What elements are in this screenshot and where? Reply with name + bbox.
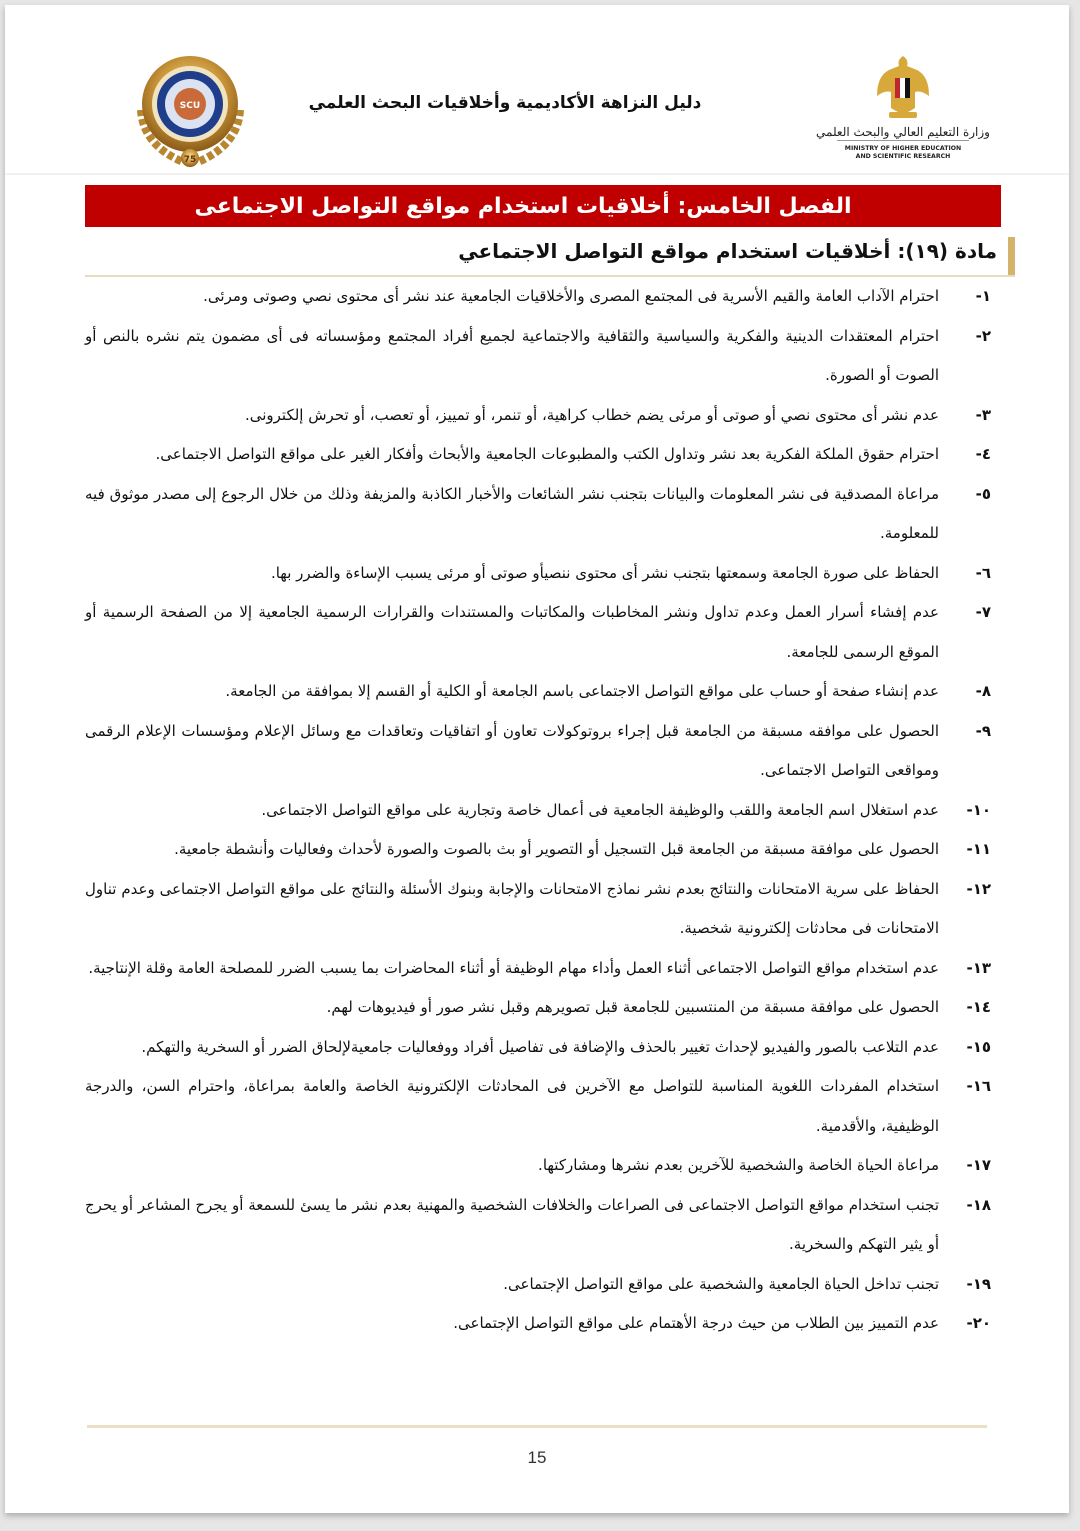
list-item-text: عدم التلاعب بالصور والفيديو لإحداث تغيير بالحذف والإضافة فى تفاصيل أفراد ووفعاليات جامعيةلإلحاق الضرر أو السخرية والتهكم.	[141, 1037, 939, 1056]
list-item-text: الحفاظ على صورة الجامعة وسمعتها بتجنب نشر أى محتوى ننصيأو صوتى أو مرئى يسبب الإساءة والضرر بها.	[270, 563, 939, 582]
ministry-english-name-line1: MINISTRY OF HIGHER EDUCATION	[844, 145, 962, 152]
list-item	[85, 712, 991, 791]
list-item-number: ٨-	[975, 682, 991, 700]
list-item	[85, 870, 991, 949]
list-item-number: ١٥-	[966, 1037, 991, 1056]
list-item	[85, 1186, 991, 1265]
document-title: دليل النزاهة الأكاديمية وأخلاقيات البحث العلمي	[308, 93, 702, 113]
list-item-text: احترام حقوق الملكة الفكرية بعد نشر وتداول الكتب والمطبوعات الجامعية والأبحاث وأفكار الغير على مواقع التواصل الاجتماعى.	[155, 445, 939, 463]
list-item-text: عدم نشر أى محتوى نصي أو صوتى أو مرئى يضم خطاب كراهية، أو تنمر، أو تمييز، أو تعصب، أو تحرش إلكترونى.	[244, 405, 939, 424]
list-item-number: ٦-	[975, 563, 991, 582]
list-item-text: الحفاظ على سرية الامتحانات والنتائج بعدم نشر نماذج الامتحانات والإجابة وبنوك الأسئلة والنتائج على مواقع التواصل الاجتماعى وعدم تناول الامتحانات فى محادثات إلكترونية شخصية.	[85, 879, 939, 937]
list-item-number: ٢٠-	[966, 1314, 991, 1332]
list-item-text: عدم استخدام مواقع التواصل الاجتماعى أثناء العمل وأداء مهام الوظيفة أو أثناء المحاضرات بما يسبب الضرر للمصلحة العامة وقلة الإنتاجية.	[88, 958, 939, 977]
list-item	[85, 988, 991, 1028]
list-item	[85, 317, 991, 396]
egypt-eagle-emblem-icon	[816, 50, 990, 168]
ministry-english-name-line2: AND SCIENTIFIC RESEARCH	[855, 153, 951, 160]
university-seal-icon	[123, 50, 258, 170]
university-logo	[123, 50, 258, 170]
list-item-number: ١٤-	[966, 998, 991, 1016]
list-item	[85, 593, 991, 672]
list-item	[85, 554, 991, 594]
list-item-number: ١١-	[966, 840, 991, 858]
university-logo-anniversary: 75	[183, 155, 197, 165]
list-item	[85, 830, 991, 870]
list-item	[85, 1304, 991, 1344]
document-page	[5, 5, 1069, 1513]
list-item-number: ١-	[975, 287, 991, 305]
list-item-number: ٣-	[975, 405, 991, 424]
list-item	[85, 791, 991, 831]
list-item-text: تجنب استخدام مواقع التواصل الاجتماعى فى الصراعات والخلافات الشخصية والمهنية بعدم نشر ما يسئ للسمعة أو يجرح المشاعر أو يحرج أو يثير التهكم والسخرية.	[85, 1195, 939, 1253]
list-item-number: ١٨-	[966, 1195, 991, 1214]
list-item-number: ٥-	[975, 484, 991, 503]
list-item	[85, 1067, 991, 1146]
article-title: مادة (١٩): أخلاقيات استخدام مواقع التواصل الاجتماعي	[458, 239, 997, 263]
list-item-text: الحصول على موافقة مسبقة من المنتسبين للجامعة قبل تصويرهم وقبل نشر صور أو فيديوهات لهم.	[326, 998, 939, 1016]
chapter-title: الفصل الخامس: أخلاقيات استخدام مواقع التواصل الاجتماعى	[194, 193, 852, 219]
list-item-number: ١٧-	[966, 1156, 991, 1174]
list-item-number: ٤-	[975, 445, 991, 463]
list-item-text: استخدام المفردات اللغوية المناسبة للتواصل مع الآخرين فى المحادثات الإلكترونية الخاصة والعامة بمراعاة، واحترام السن، والدرجة الوظيفية، والأقدمية.	[85, 1077, 939, 1135]
list-item-number: ١٣-	[966, 958, 991, 977]
list-item-text: مراعاة الحياة الخاصة والشخصية للآخرين بعدم نشرها ومشاركتها.	[538, 1156, 939, 1174]
article-accent-bar	[1008, 237, 1015, 275]
list-item-text: تجنب تداخل الحياة الجامعية والشخصية على مواقع التواصل الإجتماعى.	[503, 1274, 939, 1293]
chapter-title-bar	[85, 185, 1001, 227]
university-logo-center-text: SCU	[179, 101, 201, 111]
list-item-number: ١٢-	[966, 879, 991, 898]
list-item	[85, 435, 991, 475]
rules-list	[85, 277, 991, 1344]
list-item	[85, 1146, 991, 1186]
article-heading	[85, 237, 1015, 275]
list-item-text: مراعاة المصدقية فى نشر المعلومات والبيانات بتجنب نشر الشائعات والأخبار الكاذبة والمزيفة وذلك من خلال الرجوع إلى مصدر موثوق فيه للمعلومة.	[85, 484, 939, 542]
list-item-number: ١٩-	[966, 1274, 991, 1293]
footer-divider	[87, 1425, 987, 1428]
header-divider	[5, 173, 1069, 175]
list-item	[85, 475, 991, 554]
list-item-number: ١٦-	[966, 1077, 991, 1095]
list-item-number: ١٠-	[966, 800, 991, 819]
list-item-text: عدم التمييز بين الطلاب من حيث درجة الأهتمام على مواقع التواصل الإجتماعى.	[453, 1314, 939, 1332]
list-item-text: احترام المعتقدات الدينية والفكرية والسياسية والثقافية والاجتماعية لجميع أفراد المجتمع ومؤسساته فى أى مضمون يتم نشره بالنص أو الصوت أو الصورة.	[85, 326, 939, 384]
list-item	[85, 277, 991, 317]
list-item	[85, 396, 991, 436]
list-item	[85, 949, 991, 989]
list-item-text: عدم استغلال اسم الجامعة واللقب والوظيفة الجامعية فى أعمال خاصة وتجارية على مواقع التواصل الاجتماعى.	[261, 800, 939, 819]
list-item-text: احترام الآداب العامة والقيم الأسرية فى المجتمع المصرى والأخلاقيات الجامعية عند نشر أى محتوى نصي وصوتى ومرئى.	[203, 287, 939, 305]
page-number: 15	[527, 1448, 547, 1467]
list-item-number: ٧-	[975, 603, 991, 621]
list-item	[85, 1265, 991, 1305]
list-item-text: عدم إفشاء أسرار العمل وعدم تداول ونشر المخاطبات والمكاتبات والمستندات والقرارات الرسمية الجامعية إلا من الصفحة الرسمية أو الموقع الرسمى للجامعة.	[85, 603, 939, 661]
list-item-text: عدم إنشاء صفحة أو حساب على مواقع التواصل الاجتماعى باسم الجامعة أو الكلية أو القسم إلا بموافقة من الجامعة.	[225, 682, 939, 700]
list-item-number: ٢-	[975, 326, 991, 345]
list-item-number: ٩-	[975, 721, 991, 740]
ministry-arabic-name: وزارة التعليم العالي والبحث العلمي	[816, 125, 990, 139]
list-item-text: الحصول على موافقة مسبقة من الجامعة قبل التسجيل أو التصوير أو بث بالصوت والصورة لأحداث وفعاليات وأنشطة جامعية.	[174, 840, 939, 858]
list-item-text: الحصول على موافقه مسبقة من الجامعة قبل إجراء بروتوكولات تعاون أو اتفاقيات وتعاقدات مع وسائل الإعلام ومؤسسات الإعلام الرقمى ومواقعى التواصل الاجتماعى.	[85, 721, 939, 779]
list-item	[85, 672, 991, 712]
page-header	[5, 5, 1069, 175]
list-item	[85, 1028, 991, 1068]
ministry-logo	[816, 50, 990, 168]
